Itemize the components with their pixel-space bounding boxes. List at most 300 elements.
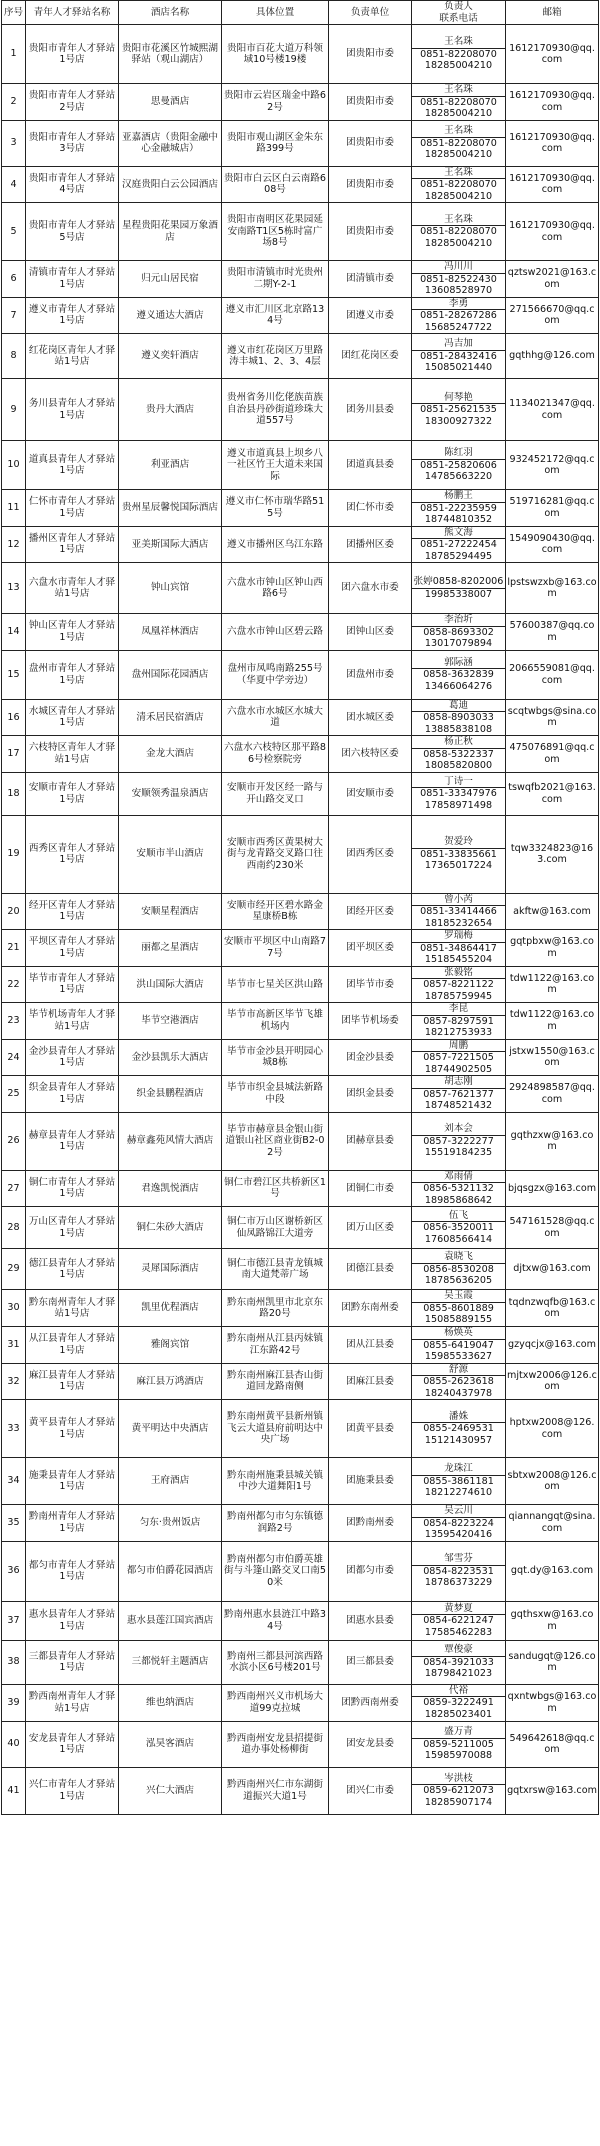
cell-contact	[412, 84, 506, 121]
cell-location: 贵州省务川仡佬族苗族自治县丹砂街道珍珠大道557号	[222, 379, 329, 441]
cell-contact	[412, 1505, 506, 1542]
cell-contact	[412, 1327, 506, 1364]
contact-phone: 0851-28267286 15685247722	[420, 310, 497, 333]
contact-phone: 0855-8601889 15085889155	[423, 1302, 494, 1326]
cell-unit: 团红花岗区委	[329, 334, 412, 379]
cell-unit: 团安顺市委	[329, 772, 412, 815]
table-row	[2, 297, 599, 334]
cell-email: qxntwbgs@163.com	[506, 1684, 599, 1721]
table-row	[2, 893, 599, 930]
contact-person: 王名珠	[444, 36, 473, 48]
cell-contact	[412, 1684, 506, 1721]
cell-hotel: 凯里优程酒店	[119, 1290, 222, 1327]
contact-phone: 0851-34864417 15185455204	[420, 942, 497, 965]
cell-unit: 团务川县委	[329, 379, 412, 441]
cell-station: 道真县青年人才驿站1号店	[26, 441, 119, 490]
cell-contact	[412, 1249, 506, 1290]
contact-person: 罗瑞梅	[444, 930, 473, 941]
cell-contact	[412, 203, 506, 261]
cell-email: djtxw@163.com	[506, 1249, 599, 1290]
cell-no: 2	[2, 84, 26, 121]
cell-hotel: 赫章鑫苑风情大酒店	[119, 1112, 222, 1170]
cell-unit: 团播州区委	[329, 526, 412, 563]
cell-email: 1612170930@qq.com	[506, 120, 599, 166]
cell-contact	[412, 334, 506, 379]
table-row	[2, 1170, 599, 1207]
contact-person: 丁诗一	[444, 775, 473, 787]
contact-phone: 0851-82208070 18285004210	[420, 48, 497, 72]
contact-person: 冯川川	[444, 261, 473, 272]
cell-hotel: 都匀市伯爵花园酒店	[119, 1541, 222, 1601]
cell-hotel: 遵义通达大酒店	[119, 297, 222, 334]
cell-unit: 团钟山区委	[329, 614, 412, 651]
cell-email: 1134021347@qq.com	[506, 379, 599, 441]
contact-phone: 0859-6212073 18285907174	[423, 1785, 494, 1808]
table-row	[2, 650, 599, 699]
cell-hotel: 麻江县万鸿酒店	[119, 1363, 222, 1400]
table-row	[2, 334, 599, 379]
contact-phone: 0851-25621535 18300927322	[420, 404, 497, 427]
cell-location: 六盘水六枝特区那平路86号检察院旁	[222, 736, 329, 773]
contact-phone: 0856-3520011 17608566414	[423, 1222, 494, 1245]
cell-contact	[412, 650, 506, 699]
cell-unit: 团安龙县委	[329, 1721, 412, 1767]
contact-person: 王名珠	[444, 213, 473, 225]
table-row	[2, 1076, 599, 1113]
cell-unit: 团都匀市委	[329, 1541, 412, 1601]
header-cell-email: 邮箱	[506, 1, 599, 25]
header-cell-no: 序号	[2, 1, 26, 25]
table-row	[2, 772, 599, 815]
cell-location: 安顺市平坝区中山南路77号	[222, 930, 329, 967]
cell-hotel: 贵丹大酒店	[119, 379, 222, 441]
cell-location: 毕节市七星关区洪山路	[222, 966, 329, 1003]
header-cell-unit: 负责单位	[329, 1, 412, 25]
cell-no: 21	[2, 930, 26, 967]
cell-hotel: 三都悦轩主题酒店	[119, 1640, 222, 1684]
cell-station: 清镇市青年人才驿站1号店	[26, 261, 119, 298]
cell-email: scqtwbgs@sina.com	[506, 699, 599, 736]
contact-person: 贺爱玲	[444, 836, 473, 848]
cell-unit: 团黔西南州委	[329, 1684, 412, 1721]
cell-email: gqt.dy@163.com	[506, 1541, 599, 1601]
table-row	[2, 1767, 599, 1814]
cell-no: 34	[2, 1458, 26, 1505]
cell-no: 5	[2, 203, 26, 261]
contact-phone: 0859-3222491 18285023401	[423, 1697, 494, 1720]
table-row	[2, 699, 599, 736]
table-row	[2, 84, 599, 121]
cell-station: 贵阳市青年人才驿站2号店	[26, 84, 119, 121]
cell-location: 遵义市红花岗区万里路涛丰城1、2、3、4层	[222, 334, 329, 379]
cell-hotel: 匀东·贵州饭店	[119, 1505, 222, 1542]
cell-station: 三都县青年人才驿站1号店	[26, 1640, 119, 1684]
cell-no: 7	[2, 297, 26, 334]
cell-no: 16	[2, 699, 26, 736]
cell-location: 黔东南州麻江县杏山街道回龙路南侧	[222, 1363, 329, 1400]
contact-person: 黄梦夏	[444, 1602, 473, 1614]
cell-email: tdw1122@163.com	[506, 1003, 599, 1040]
cell-station: 经开区青年人才驿站1号店	[26, 893, 119, 930]
cell-hotel: 灵犀国际酒店	[119, 1249, 222, 1290]
cell-station: 务川县青年人才驿站1号店	[26, 379, 119, 441]
contact-person: 陈红羽	[444, 447, 473, 459]
cell-station: 西秀区青年人才驿站1号店	[26, 815, 119, 893]
cell-unit: 团铜仁市委	[329, 1170, 412, 1207]
table-row	[2, 203, 599, 261]
table-row	[2, 441, 599, 490]
table-row	[2, 1363, 599, 1400]
cell-email: 547161528@qq.com	[506, 1207, 599, 1249]
cell-station: 金沙县青年人才驿站1号店	[26, 1039, 119, 1076]
cell-location: 铜仁市碧江区共桥新区1号	[222, 1170, 329, 1207]
contact-phone: 0851-82522430 13608528970	[420, 273, 497, 296]
cell-unit: 团道真县委	[329, 441, 412, 490]
cell-unit: 团兴仁市委	[329, 1767, 412, 1814]
cell-location: 遵义市仁怀市瑞华路515号	[222, 490, 329, 527]
cell-no: 39	[2, 1684, 26, 1721]
table-row	[2, 490, 599, 527]
cell-no: 6	[2, 261, 26, 298]
contact-phone: 0857-8297591 18212753933	[423, 1015, 494, 1038]
cell-no: 24	[2, 1039, 26, 1076]
cell-hotel: 惠水县莲江国宾酒店	[119, 1601, 222, 1640]
cell-hotel: 遵义奕轩酒店	[119, 334, 222, 379]
cell-email: 1612170930@qq.com	[506, 203, 599, 261]
cell-contact	[412, 930, 506, 967]
cell-email: qiannangqt@sina.com	[506, 1505, 599, 1542]
cell-contact	[412, 297, 506, 334]
header-cell-contact: 负责人 联系电话	[412, 1, 506, 25]
cell-unit: 团贵阳市委	[329, 25, 412, 84]
cell-hotel: 丽都之星酒店	[119, 930, 222, 967]
cell-no: 25	[2, 1076, 26, 1113]
contact-phone: 0851-27222454 18785294495	[420, 539, 497, 562]
cell-no: 41	[2, 1767, 26, 1814]
contact-person: 舒源	[448, 1363, 469, 1375]
cell-no: 12	[2, 526, 26, 563]
contact-person: 潘姝	[448, 1410, 469, 1422]
cell-location: 贵阳市云岩区瑞金中路62号	[222, 84, 329, 121]
cell-station: 黄平县青年人才驿站1号店	[26, 1400, 119, 1458]
cell-no: 4	[2, 166, 26, 203]
cell-email: gzyqcjx@163.com	[506, 1327, 599, 1364]
cell-contact	[412, 893, 506, 930]
contact-person: 王名珠	[444, 84, 473, 95]
cell-email: tqw3324823@163.com	[506, 815, 599, 893]
table-row	[2, 1458, 599, 1505]
cell-station: 平坝区青年人才驿站1号店	[26, 930, 119, 967]
cell-station: 贵阳市青年人才驿站1号店	[26, 25, 119, 84]
cell-contact	[412, 261, 506, 298]
contact-phone: 0851-28432416 15085021440	[420, 350, 497, 374]
cell-email: gqthzxw@163.com	[506, 1112, 599, 1170]
table-row	[2, 1721, 599, 1767]
cell-station: 贵阳市青年人才驿站4号店	[26, 166, 119, 203]
cell-location: 黔南州都匀市伯爵英雄街与斗篷山路交叉口南50米	[222, 1541, 329, 1601]
contact-person: 岑洪枝	[444, 1772, 473, 1784]
cell-location: 六盘水市水城区水城大道	[222, 699, 329, 736]
contact-person: 王名珠	[444, 125, 473, 137]
cell-station: 播州区青年人才驿站1号店	[26, 526, 119, 563]
cell-location: 遵义市汇川区北京路134号	[222, 297, 329, 334]
cell-unit: 团毕节市委	[329, 966, 412, 1003]
cell-no: 29	[2, 1249, 26, 1290]
cell-hotel: 凤凰祥林酒店	[119, 614, 222, 651]
cell-email: jstxw1550@163.com	[506, 1039, 599, 1076]
cell-contact	[412, 441, 506, 490]
cell-location: 黔南州三都县河滨西路水滨小区6号楼201号	[222, 1640, 329, 1684]
cell-station: 安顺市青年人才驿站1号店	[26, 772, 119, 815]
table-row	[2, 1684, 599, 1721]
cell-hotel: 毕节空港酒店	[119, 1003, 222, 1040]
cell-email: tqdnzwqfb@163.com	[506, 1290, 599, 1327]
cell-station: 仁怀市青年人才驿站1号店	[26, 490, 119, 527]
cell-no: 40	[2, 1721, 26, 1767]
contact-phone: 0855-2623618 18240437978	[423, 1376, 494, 1399]
cell-contact	[412, 1003, 506, 1040]
contact-person: 曾小芮	[444, 893, 473, 905]
cell-contact	[412, 563, 506, 614]
cell-location: 黔东南州凯里市北京东路20号	[222, 1290, 329, 1327]
cell-email: hptxw2008@126.com	[506, 1400, 599, 1458]
cell-hotel: 利亚酒店	[119, 441, 222, 490]
cell-station: 织金县青年人才驿站1号店	[26, 1076, 119, 1113]
cell-hotel: 汉庭贵阳白云公园酒店	[119, 166, 222, 203]
cell-hotel: 维也纳酒店	[119, 1684, 222, 1721]
cell-location: 铜仁市德江县青龙镇城南大道梵蒂广场	[222, 1249, 329, 1290]
contact-phone: 0854-3921033 18798421023	[423, 1656, 494, 1680]
cell-location: 毕节市织金县城法新路中段	[222, 1076, 329, 1113]
cell-station: 钟山区青年人才驿站1号店	[26, 614, 119, 651]
cell-email: 475076891@qq.com	[506, 736, 599, 773]
contact-phone: 0851-25820606 14785663220	[420, 459, 497, 483]
cell-email: qztsw2021@163.com	[506, 261, 599, 298]
contact-person: 何琴艳	[444, 391, 473, 403]
cell-no: 11	[2, 490, 26, 527]
cell-location: 黔西南州兴义市机场大道99克拉城	[222, 1684, 329, 1721]
contact-phone: 0854-8223531 18786373229	[423, 1565, 494, 1589]
table-row	[2, 1003, 599, 1040]
cell-hotel: 安顺星程酒店	[119, 893, 222, 930]
cell-email: 1549090430@qq.com	[506, 526, 599, 563]
cell-location: 黔西南州兴仁市东湖街道振兴大道1号	[222, 1767, 329, 1814]
cell-location: 毕节市赫章县金银山街道银山社区商业街B2-02号	[222, 1112, 329, 1170]
cell-location: 遵义市道真县上坝乡八一社区竹王大道未来国际	[222, 441, 329, 490]
cell-station: 施秉县青年人才驿站1号店	[26, 1458, 119, 1505]
contact-person: 冯吉加	[444, 338, 473, 350]
cell-contact	[412, 1290, 506, 1327]
cell-station: 贵阳市青年人才驿站3号店	[26, 120, 119, 166]
cell-contact	[412, 1039, 506, 1076]
cell-hotel: 金沙县凯乐大酒店	[119, 1039, 222, 1076]
contact-person: 葛迪	[448, 699, 469, 711]
cell-contact	[412, 1076, 506, 1113]
cell-email: 2066559081@qq.com	[506, 650, 599, 699]
cell-station: 赫章县青年人才驿站1号店	[26, 1112, 119, 1170]
cell-email: tdw1122@163.com	[506, 966, 599, 1003]
cell-location: 黔南州惠水县涟江中路34号	[222, 1601, 329, 1640]
cell-location: 六盘水市钟山区碧云路	[222, 614, 329, 651]
table-row	[2, 1505, 599, 1542]
cell-email: lpstswzxb@163.com	[506, 563, 599, 614]
cell-station: 万山区青年人才驿站1号店	[26, 1207, 119, 1249]
contact-phone: 0855-6419047 15985533627	[423, 1339, 494, 1362]
contact-person: 李勇	[448, 297, 469, 309]
table-row	[2, 1400, 599, 1458]
cell-hotel: 洪山国际大酒店	[119, 966, 222, 1003]
cell-hotel: 清禾居民宿酒店	[119, 699, 222, 736]
contact-phone: 0851-33835661 17365017224	[420, 848, 497, 872]
cell-hotel: 归元山居民宿	[119, 261, 222, 298]
cell-location: 遵义市播州区乌江东路	[222, 526, 329, 563]
cell-unit: 团德江县委	[329, 1249, 412, 1290]
cell-hotel: 雅阁宾馆	[119, 1327, 222, 1364]
cell-contact	[412, 736, 506, 773]
cell-contact	[412, 526, 506, 563]
cell-no: 37	[2, 1601, 26, 1640]
cell-no: 31	[2, 1327, 26, 1364]
cell-no: 38	[2, 1640, 26, 1684]
cell-location: 贵阳市百花大道万科领域10号楼19楼	[222, 25, 329, 84]
table-row	[2, 1640, 599, 1684]
cell-contact	[412, 1170, 506, 1207]
cell-location: 盘州市凤鸣南路255号（华夏中学旁边）	[222, 650, 329, 699]
cell-unit: 团毕节机场委	[329, 1003, 412, 1040]
cell-unit: 团万山区委	[329, 1207, 412, 1249]
table-row	[2, 1249, 599, 1290]
cell-hotel: 星程贵阳花果园万象酒店	[119, 203, 222, 261]
cell-no: 10	[2, 441, 26, 490]
header-row	[2, 1, 599, 25]
cell-contact	[412, 1721, 506, 1767]
cell-location: 贵阳市观山湖区金朱东路399号	[222, 120, 329, 166]
cell-no: 17	[2, 736, 26, 773]
cell-email: 1612170930@qq.com	[506, 84, 599, 121]
cell-email: akftw@163.com	[506, 893, 599, 930]
cell-location: 黔东南州从江县丙妹镇江东路42号	[222, 1327, 329, 1364]
cell-hotel: 王府酒店	[119, 1458, 222, 1505]
cell-location: 铜仁市万山区谢桥新区仙凤路锦江大道旁	[222, 1207, 329, 1249]
cell-hotel: 君逸凯悦酒店	[119, 1170, 222, 1207]
contact-person: 袁晓飞	[444, 1251, 473, 1263]
contact-person: 邹雪芬	[444, 1553, 473, 1565]
cell-unit: 团六枝特区委	[329, 736, 412, 773]
cell-contact	[412, 166, 506, 203]
header-cell-station: 青年人才驿站名称	[26, 1, 119, 25]
cell-no: 36	[2, 1541, 26, 1601]
contact-phone: 0851-22235959 18744810352	[420, 502, 497, 525]
cell-unit: 团黔东南州委	[329, 1290, 412, 1327]
cell-hotel: 亚嘉酒店（贵阳金融中心金融城店）	[119, 120, 222, 166]
cell-hotel: 亚美斯国际大酒店	[119, 526, 222, 563]
cell-contact	[412, 1458, 506, 1505]
cell-unit: 团贵阳市委	[329, 166, 412, 203]
contact-phone: 0858-5322337 18085820800	[423, 748, 494, 771]
cell-unit: 团黔南州委	[329, 1505, 412, 1542]
cell-unit: 团施秉县委	[329, 1458, 412, 1505]
cell-station: 六枝特区青年人才驿站1号店	[26, 736, 119, 773]
cell-no: 26	[2, 1112, 26, 1170]
cell-hotel: 盘州国际花园酒店	[119, 650, 222, 699]
contact-person: 刘本会	[444, 1123, 473, 1135]
cell-contact	[412, 490, 506, 527]
contact-phone: 0851-33414466 18185232654	[420, 906, 497, 929]
cell-hotel: 思曼酒店	[119, 84, 222, 121]
contact-person: 代裕	[448, 1684, 469, 1696]
contact-phone: 0857-8221122 18785759945	[423, 979, 494, 1002]
contact-phone: 0858-8903033 13885838108	[423, 712, 494, 735]
cell-contact	[412, 1207, 506, 1249]
cell-no: 27	[2, 1170, 26, 1207]
cell-hotel: 织金县鹏程酒店	[119, 1076, 222, 1113]
cell-location: 黔西南州安龙县招提街道办事处杨柳街	[222, 1721, 329, 1767]
cell-email: sandugqt@126.com	[506, 1640, 599, 1684]
cell-station: 麻江县青年人才驿站1号店	[26, 1363, 119, 1400]
cell-station: 黔南州青年人才驿站1号店	[26, 1505, 119, 1542]
contact-phone: 19985338007	[424, 588, 493, 600]
cell-station: 遵义市青年人才驿站1号店	[26, 297, 119, 334]
cell-email: 2924898587@qq.com	[506, 1076, 599, 1113]
table-row	[2, 1290, 599, 1327]
cell-unit: 团贵阳市委	[329, 203, 412, 261]
contact-person: 李昆	[448, 1003, 469, 1014]
cell-no: 35	[2, 1505, 26, 1542]
table-row	[2, 1327, 599, 1364]
cell-contact	[412, 1112, 506, 1170]
contact-person: 熊文海	[444, 526, 473, 538]
cell-email: 519716281@qq.com	[506, 490, 599, 527]
cell-no: 14	[2, 614, 26, 651]
cell-location: 贵阳市清镇市时光贵州二期Y-2-1	[222, 261, 329, 298]
header-cell-hotel: 酒店名称	[119, 1, 222, 25]
cell-no: 13	[2, 563, 26, 614]
contact-person: 盛万青	[444, 1726, 473, 1738]
table-row	[2, 1601, 599, 1640]
contact-person: 杨焕英	[444, 1327, 473, 1338]
cell-hotel: 金龙大酒店	[119, 736, 222, 773]
cell-unit: 团西秀区委	[329, 815, 412, 893]
contact-phone: 0858-8693302 13017079894	[423, 626, 494, 649]
contact-person: 周鹏	[448, 1039, 469, 1051]
cell-unit: 团平坝区委	[329, 930, 412, 967]
contact-phone: 0851-33347976 17858971498	[420, 788, 497, 811]
cell-location: 安顺市西秀区黄果树大街与龙青路交叉路口往西南约230米	[222, 815, 329, 893]
table-row	[2, 966, 599, 1003]
cell-email: bjqsgzx@163.com	[506, 1170, 599, 1207]
contact-phone: 0855-2469531 15121430957	[423, 1423, 494, 1446]
cell-contact	[412, 25, 506, 84]
cell-unit: 团织金县委	[329, 1076, 412, 1113]
contact-phone: 0856-8530208 18785636205	[423, 1263, 494, 1287]
cell-location: 六盘水市钟山区钟山西路6号	[222, 563, 329, 614]
cell-contact	[412, 1767, 506, 1814]
contact-phone: 0859-5211005 15985970088	[423, 1738, 494, 1762]
cell-contact	[412, 1601, 506, 1640]
contact-person: 伍飞	[448, 1209, 469, 1221]
cell-location: 黔东南州黄平县新州镇飞云大道县府前明达中央广场	[222, 1400, 329, 1458]
table-row	[2, 526, 599, 563]
cell-station: 贵阳市青年人才驿站5号店	[26, 203, 119, 261]
cell-station: 六盘水市青年人才驿站1号店	[26, 563, 119, 614]
cell-email: gqtxrsw@163.com	[506, 1767, 599, 1814]
table-row	[2, 815, 599, 893]
table-row	[2, 261, 599, 298]
cell-unit: 团仁怀市委	[329, 490, 412, 527]
cell-location: 黔南州都匀市匀东镇德润路2号	[222, 1505, 329, 1542]
table-row	[2, 736, 599, 773]
table-row	[2, 1207, 599, 1249]
